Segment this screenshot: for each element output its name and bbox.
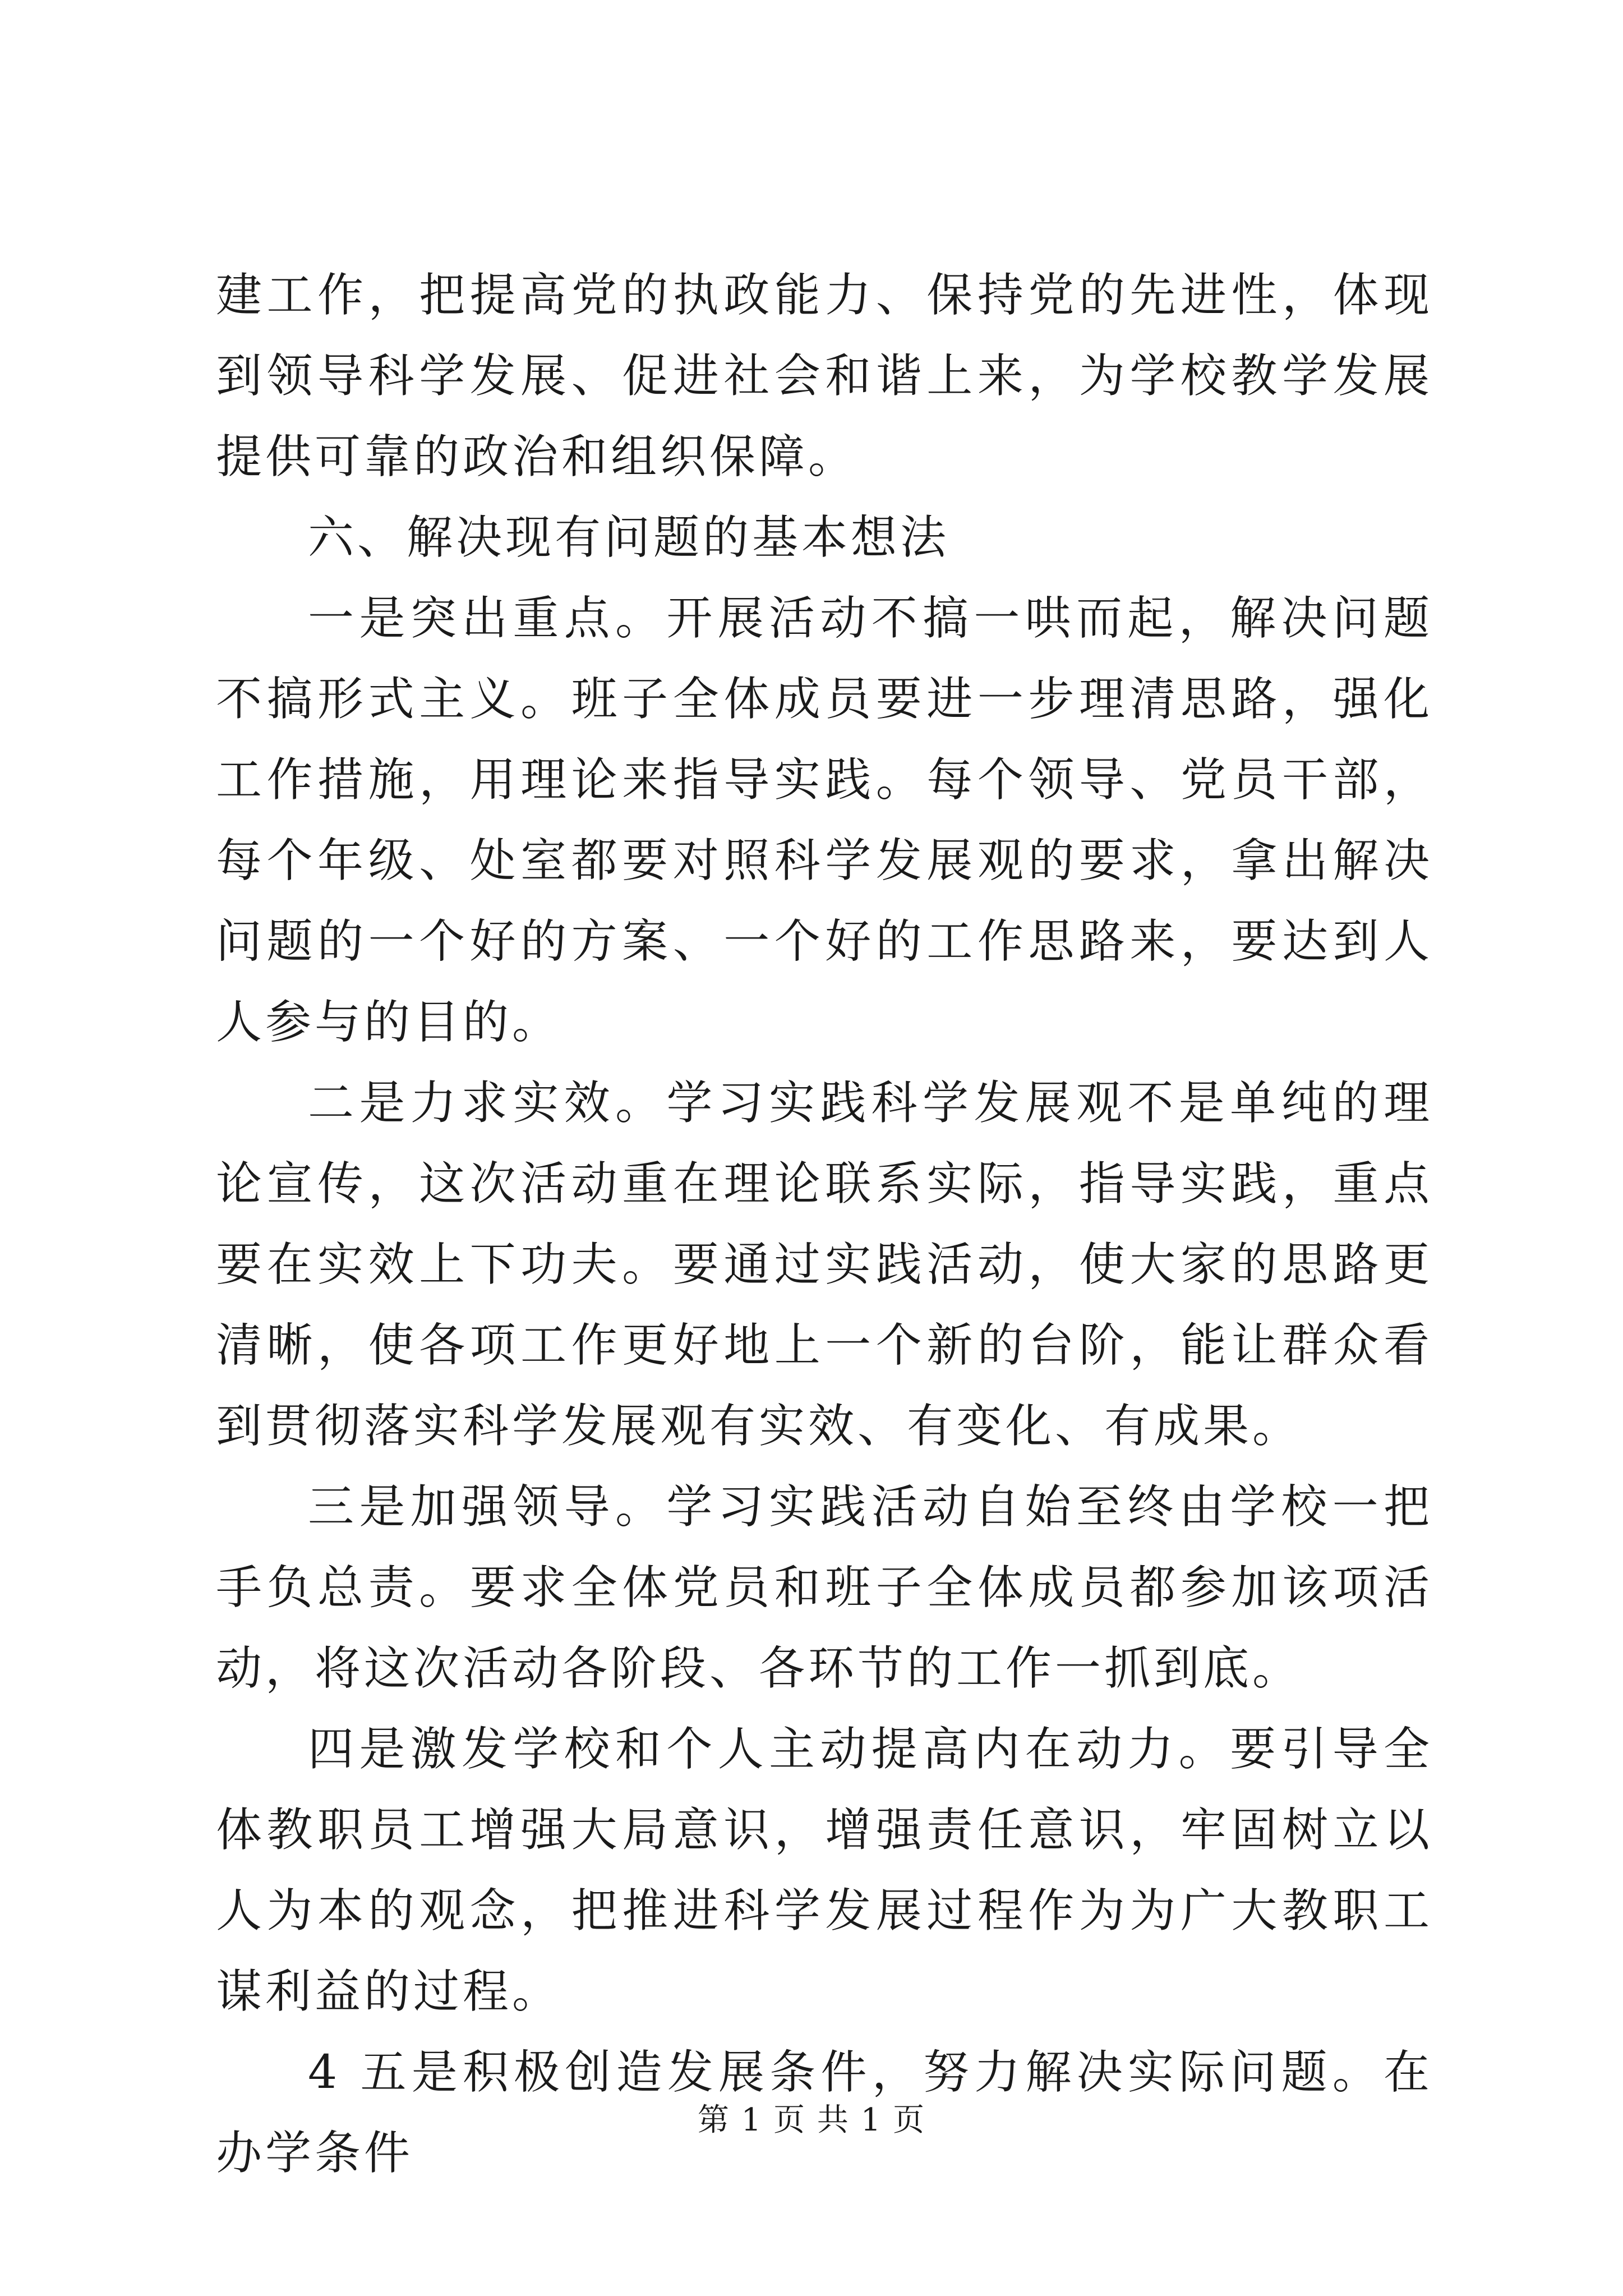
paragraph-effectiveness: 二是力求实效。学习实践科学发展观不是单纯的理论宣传，这次活动重在理论联系实际，指导实践，重点要在实效上下功夫。要通过实践活动，使大家的思路更清晰，使各项工作更好地上一个新的台阶，能让群众看到贯彻落实科学发展观有实效、有变化、有成果。 — [216, 1076, 1433, 1453]
paragraph-continuation: 建工作，把提高党的执政能力、保持党的先进性，体现到领导科学发展、促进社会和谐上来，为学校教学发展提供可靠的政治和组织保障。 — [216, 269, 1433, 484]
page-footer: 第 1 页 共 1 页 — [697, 2102, 926, 2138]
section-heading: 六、解决现有问题的基本想法 — [308, 511, 950, 564]
paragraph-focus: 一是突出重点。开展活动不搞一哄而起，解决问题不搞形式主义。班子全体成员要进一步理清思路，强化工作措施，用理论来指导实践。每个领导、党员干部，每个年级、处室都要对照科学发展观的要求，拿出解决问题的一个好的方案、一个好的工作思路来，要达到人人参与的目的。 — [216, 592, 1433, 1049]
document-body — [216, 255, 1433, 2194]
paragraph-conditions: 4 五是积极创造发展条件，努力解决实际问题。在办学条件 — [216, 2046, 1433, 2180]
paragraph-leadership: 三是加强领导。学习实践活动自始至终由学校一把手负总责。要求全体党员和班子全体成员都参加该项活动，将这次活动各阶段、各环节的工作一抓到底。 — [216, 1480, 1433, 1695]
paragraph-motivation: 四是激发学校和个人主动提高内在动力。要引导全体教职员工增强大局意识，增强责任意识，牢固树立以人为本的观念，把推进科学发展过程作为为广大教职工谋利益的过程。 — [216, 1723, 1433, 2018]
